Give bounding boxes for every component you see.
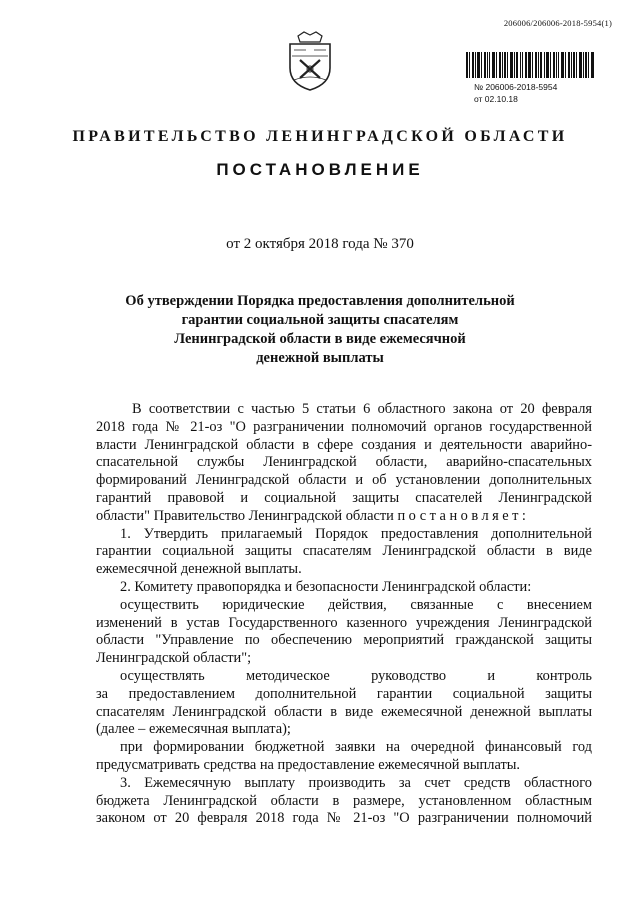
- resolution-text: области" Правительство Ленинградской области: [96, 507, 394, 524]
- body-line: изменений в устав Государственного казенного учреждения Ленинградской: [96, 614, 592, 631]
- document-code: 206006/206006-2018-5954(1): [503, 18, 612, 28]
- decree-body: [96, 401, 592, 828]
- body-line: (далее – ежемесячная выплата);: [96, 721, 291, 738]
- coat-of-arms-icon: [284, 30, 336, 92]
- body-line: формирований Ленинградской области и об установлении дополнительных: [96, 472, 592, 489]
- body-line: предусматривать средства на предоставление ежемесячной выплаты.: [96, 756, 521, 773]
- decree-title: [0, 292, 640, 368]
- body-line: осуществлять методическое руководство и контроль: [120, 667, 592, 684]
- body-line: ежемесячной денежной выплаты.: [96, 561, 302, 578]
- title-line: денежной выплаты: [256, 350, 384, 366]
- barcode: [466, 52, 594, 78]
- government-name: ПРАВИТЕЛЬСТВО ЛЕНИНГРАДСКОЙ ОБЛАСТИ: [72, 128, 568, 145]
- body-line: области "Управление по обеспечению мероприятий гражданской защиты: [96, 632, 592, 649]
- body-line: 2018 года № 21-оз "О разграничении полномочий органов государственной: [96, 418, 592, 435]
- body-line: законом от 20 февраля 2018 года № 21-оз "О разграничении полномочий: [96, 810, 592, 827]
- body-line: 1. Утвердить прилагаемый Порядок предоставления дополнительной: [120, 525, 592, 542]
- body-line: Ленинградской области";: [96, 650, 252, 667]
- resolution-word: постановляет:: [397, 507, 530, 524]
- body-line: осуществить юридические действия, связанные с внесением: [120, 596, 592, 613]
- body-line: спасательной службы Ленинградской области, аварийно-спасательных: [96, 454, 592, 471]
- body-line: 2. Комитету правопорядка и безопасности Ленинградской области:: [120, 578, 532, 595]
- body-line: бюджета Ленинградской области в размере, установленном областным: [96, 792, 592, 809]
- body-line: 3. Ежемесячную выплату производить за счет средств областного: [120, 774, 592, 791]
- title-line: Об утверждении Порядка предоставления дополнительной: [125, 293, 515, 309]
- body-line: при формировании бюджетной заявки на очередной финансовый год: [120, 739, 592, 756]
- body-line: [96, 508, 592, 526]
- body-line: за предоставлением дополнительной гарантии социальной защиты: [96, 685, 592, 702]
- document-type: ПОСТАНОВЛЕНИЕ: [216, 160, 424, 179]
- title-line: Ленинградской области в виде ежемесячной: [174, 331, 466, 347]
- body-line: В соответствии с частью 5 статьи 6 областного закона от 20 февраля: [132, 401, 592, 417]
- body-line: власти Ленинградской области в сфере создания и деятельности аварийно-: [96, 436, 592, 453]
- body-line: гарантии социальной защиты спасателям Ленинградской области в виде: [96, 543, 592, 560]
- decree-date: от 2 октября 2018 года № 370: [226, 236, 414, 252]
- registration-date: от 02.10.18: [474, 94, 518, 104]
- body-line: спасателям Ленинградской области в виде ежемесячной денежной выплаты: [96, 703, 592, 720]
- registration-number: № 206006-2018-5954: [474, 82, 558, 92]
- body-line: гарантий правовой и социальной защиты спасателей Ленинградской: [96, 489, 592, 506]
- title-line: гарантии социальной защиты спасателям: [181, 312, 459, 328]
